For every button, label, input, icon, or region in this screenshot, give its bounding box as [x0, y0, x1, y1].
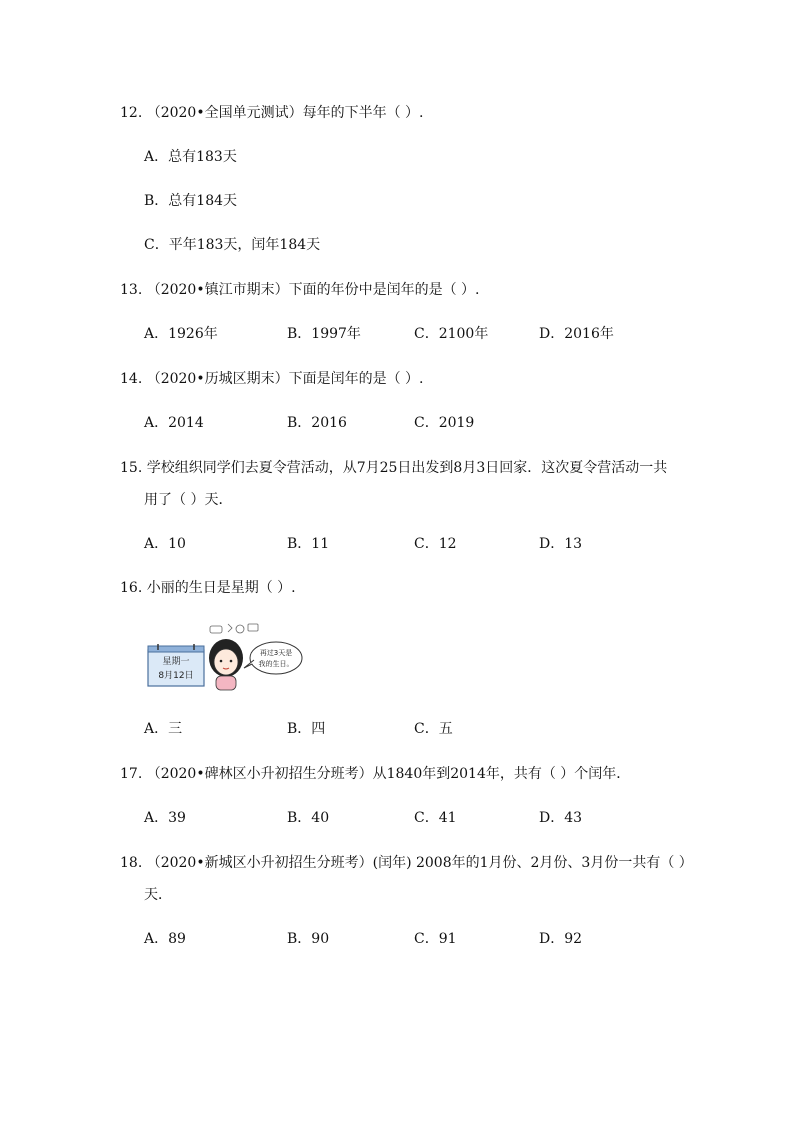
question-17-option-c: C．41 — [414, 810, 457, 826]
question-12-option-a: A．总有183天 — [144, 149, 237, 165]
question-15-stem-continued: 用了（ ）天． — [144, 492, 233, 508]
speech-bubble — [250, 642, 302, 674]
question-17-stem: 17. （2020•碑林区小升初招生分班考）从1840年到2014年，共有（ ）个闰年． — [120, 766, 631, 782]
question-12-option-c: C．平年183天，闰年184天 — [144, 237, 321, 253]
question-12-stem: 12. （2020•全国单元测试）每年的下半年（ ）. — [120, 105, 424, 121]
question-14-option-b: B．2016 — [287, 415, 347, 431]
calendar-date: 8月12日 — [158, 671, 194, 681]
question-17-option-b: B．40 — [287, 810, 330, 826]
speech-line-2: 我的生日。 — [258, 660, 294, 668]
question-15-stem: 15. 学校组织同学们去夏令营活动，从7月25日出发到8月3日回家．这次夏令营活动一共 — [120, 460, 668, 476]
question-14-option-a: A．2014 — [144, 415, 204, 431]
question-15-option-a: A．10 — [144, 536, 186, 552]
question-18-option-d: D．92 — [539, 931, 583, 947]
question-16-option-a: A．三 — [144, 721, 183, 737]
birthday-illustration — [144, 620, 304, 700]
question-18-option-b: B．90 — [287, 931, 330, 947]
girl-icon — [209, 639, 243, 690]
question-17-option-a: A．39 — [144, 810, 186, 826]
question-15-option-d: D．13 — [539, 536, 583, 552]
question-12-option-b: B．总有184天 — [144, 193, 238, 209]
question-18-option-a: A．89 — [144, 931, 186, 947]
question-15-option-b: B．11 — [287, 536, 330, 552]
question-18-stem: 18. （2020•新城区小升初招生分班考）(闰年) 2008年的1月份、2月份、3月份一共有（ ） — [120, 855, 693, 871]
question-13-stem: 13. （2020•镇江市期末）下面的年份中是闰年的是（ ）. — [120, 282, 480, 298]
question-14-stem: 14. （2020•历城区期末）下面是闰年的是（ ）. — [120, 371, 424, 387]
question-13-option-c: C．2100年 — [414, 326, 489, 342]
question-18-option-c: C．91 — [414, 931, 457, 947]
question-18-stem-continued: 天． — [144, 887, 172, 903]
question-16-stem: 16. 小丽的生日是星期（ ）. — [120, 580, 296, 596]
calendar-girl-image — [144, 620, 304, 700]
question-13-option-b: B．1997年 — [287, 326, 361, 342]
question-16-option-c: C．五 — [414, 721, 453, 737]
question-17-option-d: D．43 — [539, 810, 583, 826]
question-13-option-a: A．1926年 — [144, 326, 218, 342]
speech-line-1: 再过3天是 — [259, 649, 293, 657]
question-15-option-c: C．12 — [414, 536, 457, 552]
question-14-option-c: C．2019 — [414, 415, 475, 431]
question-13-option-d: D．2016年 — [539, 326, 614, 342]
question-16-option-b: B．四 — [287, 721, 326, 737]
calendar-weekday: 星期一 — [162, 657, 190, 667]
